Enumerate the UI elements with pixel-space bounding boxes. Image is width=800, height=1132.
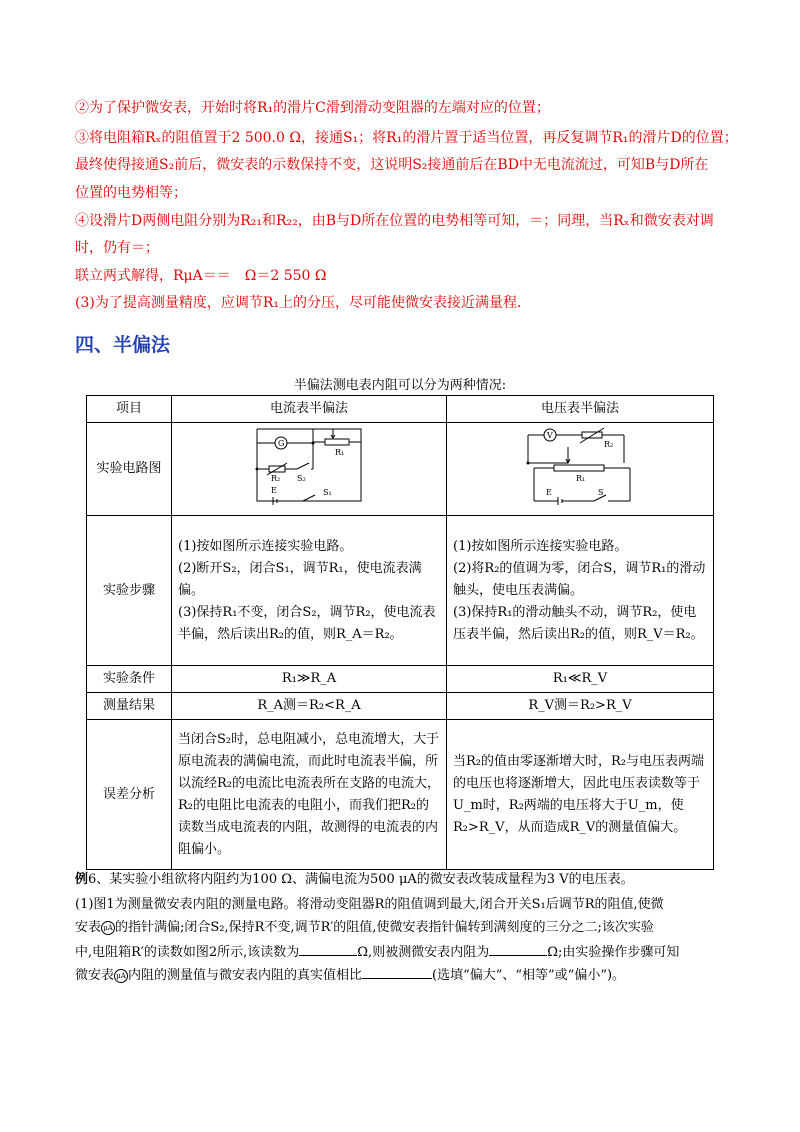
voltmeter-circuit-diagram [524,425,636,505]
paragraph-6: 时，仍有＝； [75,240,159,256]
steps-row [87,516,714,666]
s2-label: S₂ [297,474,306,483]
paragraph-5: ④设滑片D两侧电阻分别为R₂₁和R₂₂，由B与D所在位置的电势相等可知，＝；同理，当Rₓ和微安表对调 [75,213,714,229]
r2-label: R₂ [271,474,281,483]
vs-label: S [598,488,604,497]
circuit-voltmeter-cell [447,423,714,516]
microammeter-icon: μA [114,969,128,983]
condition-voltmeter: R₁≪R_V [447,666,714,693]
steps-label: 实验步骤 [87,516,172,666]
example-line-2: (1)图1为测量微安表内阻的测量电路。将滑动变阻器R的阻值调到最大,闭合开关S₁后调节R的阻值,使微 [75,897,664,912]
result-label: 测量结果 [87,693,172,720]
example-line-4: 中,电阻箱R′的读数如图2所示,该读数为 Ω,则被测微安表内阻为 Ω;由实验操作步骤可知 [75,941,679,963]
vr1-label: R₁ [576,474,586,483]
answer-blank-1[interactable] [299,941,357,956]
steps-ammeter-cell [172,516,447,666]
result-voltmeter: R_V测＝R₂>R_V [447,693,714,720]
circuit-label: 实验电路图 [87,423,172,516]
step-v-3: (3)保持R₁的滑动触头不动，调节R₂，使电压表半偏，然后读出R₂的值，则R_V＝R₂。 [453,604,704,642]
table-caption: 半偏法测电表内阻可以分为两种情况: [293,378,507,393]
step-v-1: (1)按如图所示连接实验电路。 [453,538,628,554]
vr2-label: R₂ [604,440,614,449]
condition-ammeter: R₁≫R_A [172,666,447,693]
condition-label: 实验条件 [87,666,172,693]
circuit-row [87,423,714,516]
error-label: 误差分析 [87,720,172,870]
circuit-ammeter-cell [172,423,447,516]
microammeter-icon: μA [101,921,115,935]
step-v-2: (2)将R₂的值调为零，闭合S，调节R₁的滑动触头，使电压表满偏。 [453,560,706,598]
ammeter-circuit-diagram [253,425,365,505]
example-line-5: 微安表 μA 内阻的测量值与微安表内阻的真实值相比 (选填“偏大”、“相等”或“偏小”)。 [75,964,625,986]
error-row [87,720,714,870]
error-ammeter: 当闭合S₂时，总电阻减小，总电流增大，大于原电流表的满偏电流，而此时电流表半偏，所以流经R₂的电流比电流表所在支路的电流大，R₂的电阻比电流表的电阻小，而我们把R₂的读数当成电流表的内阻，故测得的电流表的内阻偏小。 [172,720,447,870]
paragraph-7: 联立两式解得，RμA＝＝ Ω＝2 550 Ω [75,268,327,284]
table-header-row [87,396,714,423]
example-marker: 例 [75,872,89,887]
condition-row [87,666,714,693]
paragraph-4: 位置的电势相等； [75,185,187,201]
comparison-table [86,395,714,870]
paragraph-2: ③将电阻箱Rₓ的阻值置于2 500.0 Ω，接通S₁；将R₁的滑片置于适当位置，再反复调节R₁的滑片D的位置； [75,130,738,146]
example-line-1: 例6、某实验小组欲将内阻约为100 Ω、满偏电流为500 μA的微安表改装成量程为3 V的电压表。 [75,872,634,887]
steps-voltmeter-cell [447,516,714,666]
result-row [87,693,714,720]
header-voltmeter: 电压表半偏法 [447,396,714,423]
meter-g-label: G [278,439,285,448]
answer-blank-2[interactable] [489,941,547,956]
result-ammeter: R_A测＝R₂<R_A [172,693,447,720]
ve-label: E [546,488,552,497]
s1-label: S₁ [323,488,332,497]
header-ammeter: 电流表半偏法 [172,396,447,423]
step-a-2: (2)断开S₂，闭合S₁，调节R₁，使电流表满偏。 [178,560,422,598]
paragraph-3: 最终使得接通S₂前后，微安表的示数保持不变，这说明S₂接通前后在BD中无电流流过，可知B与D所在 [75,157,709,173]
header-item: 项目 [87,396,172,423]
step-a-1: (1)按如图所示连接实验电路。 [178,538,353,554]
paragraph-8: (3)为了提高测量精度，应调节R₁上的分压，尽可能使微安表接近满量程． [75,295,531,311]
r1-label: R₁ [335,448,345,457]
e-label: E [271,486,277,495]
error-voltmeter: 当R₂的值由零逐渐增大时，R₂与电压表两端的电压也将逐渐增大，因此电压表读数等于U_m时，R₂两端的电压将大于U_m，使R₂>R_V，从而造成R_V的测量值偏大。 [447,720,714,870]
example-line-3: 安表 μA 的指针满偏;闭合S₂,保持R不变,调节R′的阻值,使微安表指针偏转到满刻度的三分之二;该次实验 [75,920,654,935]
step-a-3: (3)保持R₁不变，闭合S₂，调节R₂，使电流表半偏，然后读出R₂的值，则R_A＝R₂。 [178,604,436,642]
answer-blank-3[interactable] [362,964,432,979]
meter-v-label: V [547,431,553,440]
section-heading: 四、半偏法 [75,334,171,356]
paragraph-1: ②为了保护微安表，开始时将R₁的滑片C滑到滑动变阻器的左端对应的位置； [75,100,550,116]
